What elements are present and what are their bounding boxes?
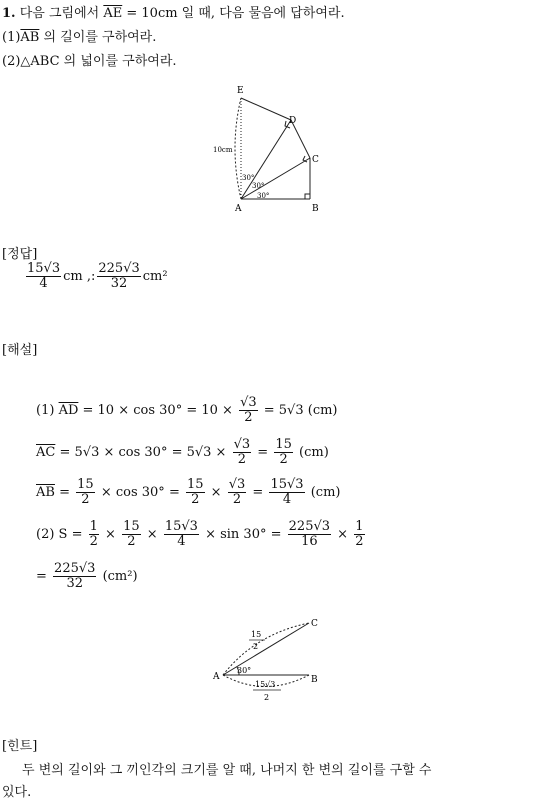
side-ab-den: 2 bbox=[264, 693, 270, 702]
angle-label-2: 30° bbox=[252, 182, 265, 190]
label-c: C bbox=[312, 155, 319, 165]
label-e: E bbox=[237, 86, 244, 96]
label-a: A bbox=[235, 204, 242, 214]
q1-prefix: (1) bbox=[2, 30, 21, 45]
right-angle-b bbox=[305, 194, 310, 199]
answer-heading: [정답] bbox=[2, 247, 38, 262]
hint-heading: [힌트] bbox=[2, 739, 38, 754]
segment-ae: $\overline{AE}$ bbox=[103, 6, 123, 21]
answer-line bbox=[24, 262, 168, 291]
angle-label-3: 30° bbox=[257, 192, 270, 200]
side-ab-num: 15√3 bbox=[255, 680, 276, 689]
sub-question-2: (2)△ABC 의 넓이를 구하여라. bbox=[2, 54, 177, 69]
segment-ad bbox=[241, 120, 291, 199]
label-a: A bbox=[213, 672, 220, 682]
answer-2-unit: cm² bbox=[142, 269, 168, 284]
label-b: B bbox=[312, 204, 319, 214]
segment-ac bbox=[223, 623, 309, 675]
segment-ab-2: $\overline{AB}$ bbox=[36, 485, 55, 500]
explanation-line-5: = $\frac{225√3}{32}$ (cm²) bbox=[36, 561, 138, 591]
segment-ab: $\overline{AB}$ bbox=[20, 30, 40, 45]
question-line bbox=[2, 2, 345, 21]
explanation-line-4: (2) S = $\frac{1}{2}$ × $\frac{15}{2}$ × $\frac{15√3}{4}$ × sin 30° = $\frac{225√3}{16}$ × $\frac{1}{2}$ bbox=[36, 519, 364, 549]
sub-question-1 bbox=[2, 26, 156, 45]
right-angle-c bbox=[303, 156, 307, 162]
answer-1-fraction: $\frac{15√3}{4}$ bbox=[27, 261, 61, 291]
answer-separator: ,: bbox=[86, 269, 96, 284]
label-c: C bbox=[311, 619, 318, 629]
answer-2-fraction: $\frac{225√3}{32}$ bbox=[98, 261, 140, 291]
explanation-line-1: (1) $\overline{AD} = 10 \times \cos 30^\circ = 10$ × $\frac{√3}{2}$ = 5√3 (cm) bbox=[36, 395, 338, 425]
question-number: 1. bbox=[2, 6, 16, 21]
label-side-ae: 10cm bbox=[213, 146, 233, 154]
figure-triangle-abc bbox=[205, 612, 335, 707]
hint-line-1: 두 변의 길이와 그 끼인각의 크기를 알 때, 나머지 한 변의 길이를 구할 수 bbox=[22, 763, 432, 778]
explanation-line-2: $\overline{AC} = 5√3 \times \cos 30^\circ = 5√3$ × $\frac{√3}{2}$ = $\frac{15}{2}$ (cm) bbox=[36, 437, 329, 467]
label-b: B bbox=[311, 675, 318, 685]
segment-ed bbox=[241, 98, 291, 120]
q1-text: 의 길이를 구하여라. bbox=[43, 30, 157, 45]
side-ac-num: 15 bbox=[251, 630, 262, 639]
segment-ad: $\overline{AD}$ bbox=[58, 403, 79, 418]
answer-1-unit: cm bbox=[63, 269, 83, 284]
angle-a-label: 30° bbox=[237, 666, 252, 675]
hint-line-2: 있다. bbox=[2, 785, 32, 800]
explanation-line-3: $\overline{AB}$ = $\frac{15}{2}$ × cos 30° = $\frac{15}{2}$ × $\frac{√3}{2}$ = $\frac{15√3}{4}$ (cm) bbox=[36, 477, 341, 507]
label-d: D bbox=[289, 116, 297, 126]
angle-label-1: 30° bbox=[242, 174, 255, 182]
question-condition: = 10cm 일 때, 다음 물음에 답하여라. bbox=[126, 6, 345, 21]
question-intro: 다음 그림에서 bbox=[19, 6, 100, 21]
explanation-heading: [해설] bbox=[2, 343, 38, 358]
side-ac-den: 2 bbox=[253, 642, 259, 651]
figure-triangles bbox=[205, 80, 330, 215]
side-ae-arc bbox=[235, 98, 241, 199]
segment-ac: $\overline{AC}$ bbox=[36, 445, 56, 460]
